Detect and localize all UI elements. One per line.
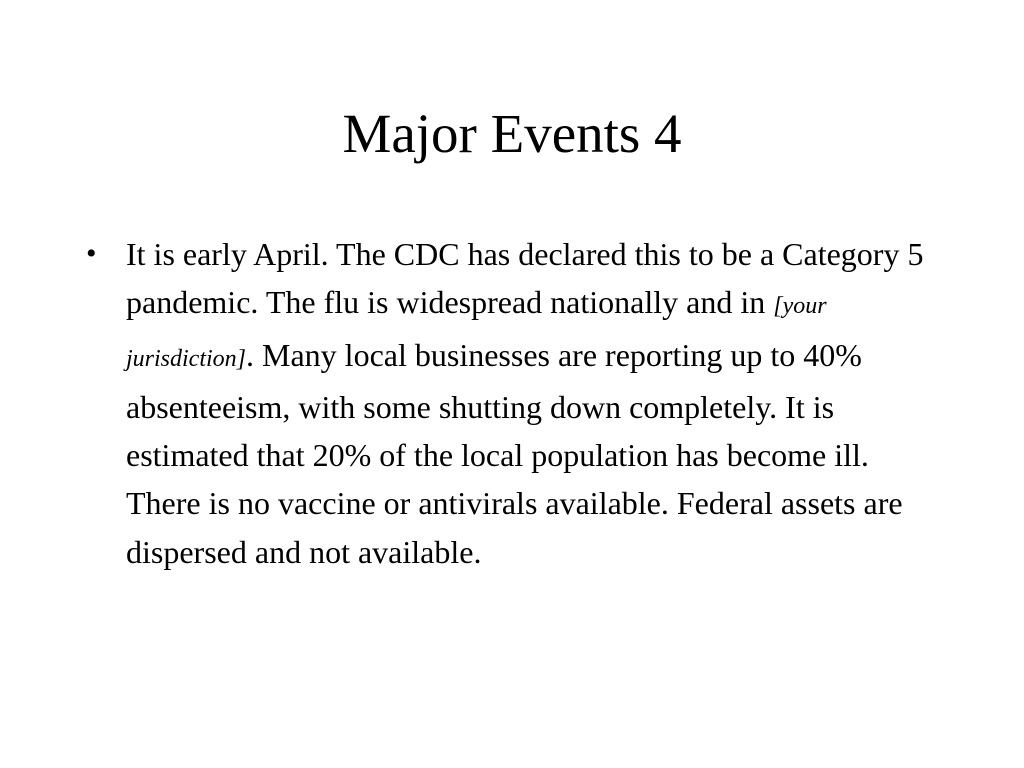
bullet-icon: •	[86, 237, 97, 270]
bullet-list	[86, 230, 946, 576]
bullet-item	[86, 230, 946, 576]
bullet-text-after: . Many local businesses are reporting up to 40% absenteeism, with some shutting down completely. It is estimated that 20% of the local population has become ill. There is no vaccine or antivirals available. Federal assets are dispersed and not available.	[126, 336, 903, 570]
bullet-text-before: It is early April. The CDC has declared this to be a Category 5 pandemic. The flu is widespread nationally and in	[126, 236, 924, 321]
jurisdiction-placeholder: [your jurisdiction]	[126, 293, 827, 372]
slide-title: Major Events 4	[342, 103, 682, 164]
